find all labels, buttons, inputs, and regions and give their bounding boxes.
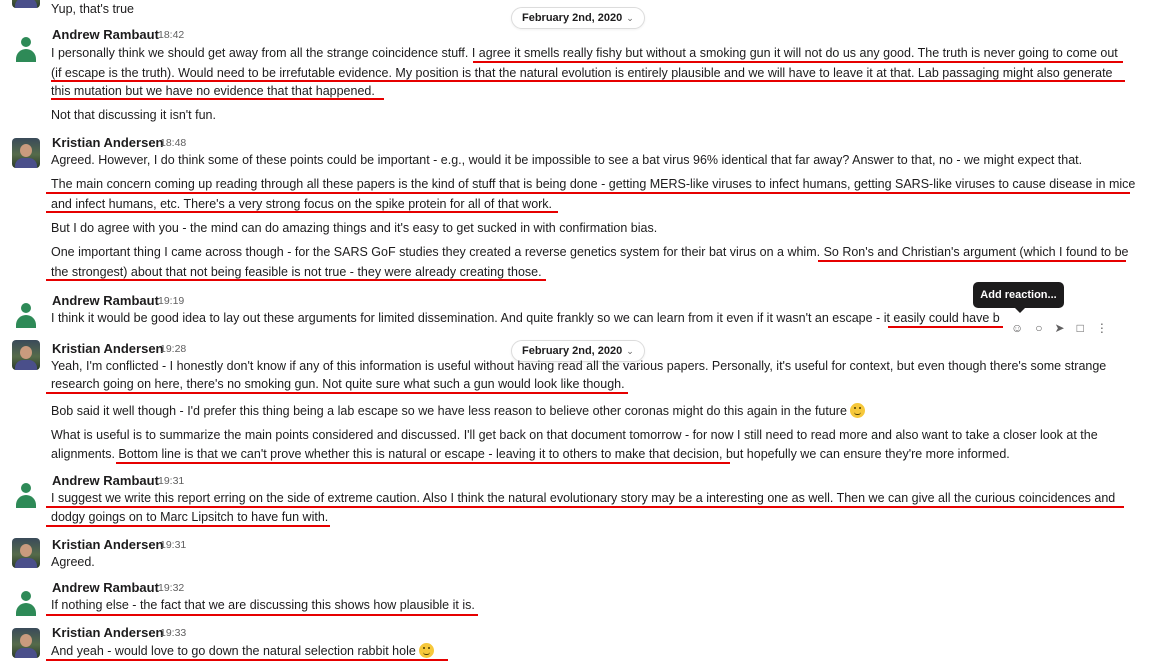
highlight-underline [46, 525, 330, 527]
highlight-underline [46, 659, 448, 661]
timestamp[interactable]: 19:19 [158, 295, 185, 307]
add-reaction-tooltip [973, 282, 1064, 308]
message-fragment: Yup, that's true [51, 2, 134, 16]
reply-in-thread-icon[interactable]: ○ [1035, 321, 1043, 335]
author-name[interactable]: Kristian Andersen [52, 341, 164, 356]
message-line: If nothing else - the fact that we are discussing this shows how plausible it is. [51, 598, 475, 612]
highlight-underline [46, 211, 558, 213]
message-line: Agreed. [51, 555, 95, 569]
highlight-underline [46, 192, 1130, 194]
message-line: One important thing I came across though - for the SARS GoF studies they created a reverse genetics system for their bat virus on a whim. So Ron's and Christian's argument (which I found to be [51, 245, 1129, 259]
date-label: February 2nd, 2020 [522, 12, 623, 24]
message-line: The main concern coming up reading through all these papers is the kind of stuff that is being done - getting MERS-like viruses to infect humans, getting SARS-like viruses to cause disease in mice [51, 177, 1136, 191]
highlight-underline [116, 462, 730, 464]
chevron-down-icon: ⌄ [626, 13, 634, 23]
message-line: the strongest) about that not being feasible is not true - they were already creating those. [51, 265, 542, 279]
bookmark-icon[interactable]: □ [1076, 321, 1084, 335]
author-name[interactable]: Andrew Rambaut [52, 27, 159, 42]
timestamp[interactable]: 19:31 [158, 475, 185, 487]
highlight-underline [46, 614, 478, 616]
timestamp[interactable]: 19:28 [160, 343, 187, 355]
message-line: But I do agree with you - the mind can do amazing things and it's easy to get sucked in with confirmation bias. [51, 221, 658, 235]
timestamp[interactable]: 19:31 [160, 539, 187, 551]
highlight-underline [46, 279, 546, 281]
author-name[interactable]: Kristian Andersen [52, 537, 164, 552]
message-line: Yeah, I'm conflicted - I honestly don't know if any of this information is useful without having read all the various papers. Personally, it's useful for context, but even though there's some strange [51, 359, 1107, 373]
highlight-underline [46, 392, 628, 394]
highlight-underline [51, 98, 384, 100]
avatar-kristian-andersen[interactable] [12, 340, 40, 370]
avatar-andrew-rambaut[interactable] [12, 298, 40, 328]
date-label: February 2nd, 2020 [522, 345, 623, 357]
message-line: and infect humans, etc. There's a very strong focus on the spike protein for all of that work. [51, 197, 553, 211]
avatar-andrew-rambaut[interactable] [12, 478, 40, 508]
message-line: this mutation but we have no evidence that that happened. [51, 84, 375, 98]
highlight-underline [888, 326, 1008, 328]
author-name[interactable]: Kristian Andersen [52, 625, 164, 640]
message-line: dodgy goings on to Marc Lipsitch to have fun with. [51, 510, 329, 524]
highlight-underline [46, 506, 1124, 508]
avatar-andrew-rambaut[interactable] [12, 32, 40, 62]
date-divider[interactable] [511, 7, 645, 29]
author-name[interactable]: Kristian Andersen [52, 135, 164, 150]
more-actions-icon[interactable]: ⋮ [1095, 321, 1108, 335]
chevron-down-icon: ⌄ [626, 346, 634, 356]
message-actions-toolbar [1003, 318, 1161, 338]
timestamp[interactable]: 19:32 [158, 582, 185, 594]
message-line: I think it would be good idea to lay out these arguments for limited dissemination. And quite frankly so we can learn from it even if it wasn't an escape - it easily could have b [51, 311, 1000, 325]
add-reaction-icon[interactable]: ☺ [1011, 321, 1024, 335]
highlight-underline [818, 260, 1126, 262]
share-icon[interactable]: ➤ [1054, 321, 1065, 335]
message-line: Agreed. However, I do think some of these points could be important - e.g., would it be impossible to see a bat virus 96% identical that far away? Answer to that, no - we might expect that. [51, 153, 1083, 167]
highlight-underline [473, 61, 1123, 63]
avatar-kristian-andersen[interactable] [12, 628, 40, 658]
avatar-andrew-rambaut[interactable] [12, 586, 40, 616]
author-name[interactable]: Andrew Rambaut [52, 580, 159, 595]
winking-face-emoji-icon [419, 643, 434, 658]
tooltip-label: Add reaction... [980, 289, 1057, 301]
message-line: alignments. Bottom line is that we can't prove whether this is natural or escape - leaving it to others to make that decision, but hopefully we can ensure they're more informed. [51, 447, 1010, 461]
avatar-kristian-andersen[interactable] [12, 0, 40, 8]
avatar-kristian-andersen[interactable] [12, 138, 40, 168]
message-text: Bob said it well though - I'd prefer this thing being a lab escape so we have less reason to believe other coronas might do this again in the future [51, 404, 847, 418]
message-line: (if escape is the truth). Would need to be irrefutable evidence. My position is that the natural evolution is entirely plausible and we will have to leave it at that. Lab passaging might also generate [51, 66, 1113, 80]
message-text: And yeah - would love to go down the natural selection rabbit hole [51, 644, 416, 658]
message-line: What is useful is to summarize the main points considered and discussed. I'll get back on that document tomorrow - for now I still need to read more and also want to take a closer look at the [51, 428, 1098, 442]
timestamp[interactable]: 19:33 [160, 627, 187, 639]
message-line: I personally think we should get away from all the strange coincidence stuff. I agree it smells really fishy but without a smoking gun it will not do us any good. The truth is never going to come out [51, 46, 1118, 60]
message-line: I suggest we write this report erring on the side of extreme caution. Also I think the natural evolutionary story may be a interesting one as well. Then we can give all the curious coincidences and [51, 491, 1116, 505]
author-name[interactable]: Andrew Rambaut [52, 293, 159, 308]
winking-face-emoji-icon [850, 403, 865, 418]
message-line: Not that discussing it isn't fun. [51, 108, 216, 122]
message-line: research going on here, there's no smoking gun. Not quite sure what such a gun would look like though. [51, 377, 625, 391]
highlight-underline [51, 80, 1125, 82]
message-line [51, 403, 865, 418]
author-name[interactable]: Andrew Rambaut [52, 473, 159, 488]
timestamp[interactable]: 18:42 [158, 29, 185, 41]
message-line [51, 643, 434, 658]
avatar-kristian-andersen[interactable] [12, 538, 40, 568]
timestamp[interactable]: 18:48 [160, 137, 187, 149]
